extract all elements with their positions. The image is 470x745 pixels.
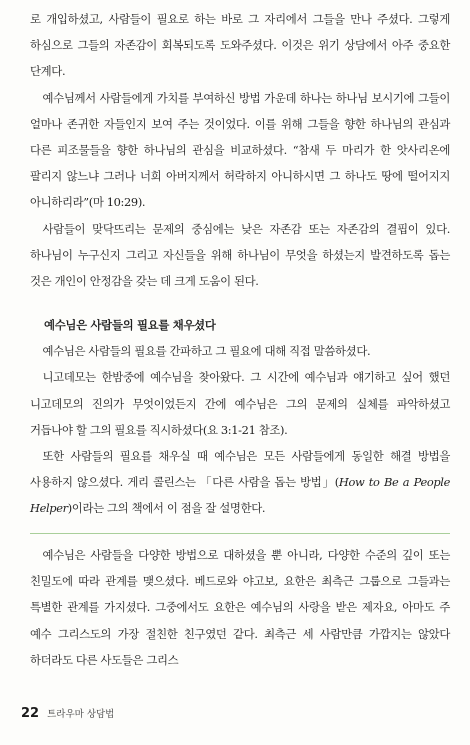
quote-paragraph: 예수님은 사람들을 다양한 방법으로 대하셨을 뿐 아니라, 다양한 수준의 깊이 또는 친밀도에 따라 관계를 맺으셨다. 베드로와 야고보, 요한은 최측근 그룹으로 그들과는 특별한 관계를 가지셨다. 그중에서도 요한은 예수님의 사랑을 받은 제자요, 아마도 주 예수 그리스도의 가장 절친한 친구였던 같다. 최측근 세 사람만큼 가깝지는 않았다 하더라도 다른 사도들은 그리스 <box>30 548 450 667</box>
rollins-text-before: 또한 사람들의 필요를 채우실 때 예수님은 모든 사람들에게 동일한 해결 방법을 사용하지 않으셨다. 게리 콜린스는 「다른 사람을 돕는 방법」( <box>30 449 450 490</box>
paragraph-value: 예수님께서 사람들에게 가치를 부여하신 방법 가운데 하나는 하나님 보시기에 그들이 얼마나 존귀한 자들인지 보여 주는 것이었다. 이를 위해 그들을 향한 하나님의 관심과 다른 피조물들을 향한 하나님의 관심을 비교하셨다. “참새 두 마리가 한 앗사리온에 팔리지 않느냐 그러나 너희 아버지께서 허락하지 아니하시면 그 하나도 땅에 떨어지지 아니하리라”(마 10:29). <box>30 90 450 210</box>
running-title: 트라우마 상담법 <box>47 709 115 720</box>
page-footer <box>21 706 114 721</box>
paragraph-rollins <box>30 443 450 522</box>
page-number: 22 <box>21 706 40 721</box>
rollins-text-after: )이라는 그의 책에서 이 점을 잘 설명한다. <box>67 501 266 516</box>
paragraph-nicodemus: 니고데모는 한밤중에 예수님을 찾아왔다. 그 시간에 예수님과 얘기하고 싶어 했던 니고데모의 진의가 무엇이었든지 간에 예수님은 그의 문제의 실체를 파악하셨고 거듭나야 할 그의 필요를 직시하셨다(요 3:1-21 참조). <box>30 370 450 437</box>
paragraph-self-esteem: 사람들이 맞닥뜨리는 문제의 중심에는 낮은 자존감 또는 자존감의 결핍이 있다. 하나님이 누구신지 그리고 자신들을 위해 하나님이 무엇을 하셨는지 발견하도록 돕는 것은 개인이 안정감을 갖는 데 크게 도움이 된다. <box>30 221 450 289</box>
section-heading: 예수님은 사람들의 필요를 채우셨다 <box>44 318 216 333</box>
book-title-italic: How to Be a People Helper <box>30 475 450 516</box>
paragraph-intervention: 로 개입하셨고, 사람들이 필요로 하는 바로 그 자리에서 그들을 만나 주셨다. 그렇게 하심으로 그들의 자존감이 회복되도록 도와주셨다. 이것은 위기 상담에서 아주 중요한 단계다. <box>30 12 450 79</box>
quote-box <box>30 533 450 673</box>
main-text <box>30 6 450 522</box>
paragraph-needs: 예수님은 사람들의 필요를 간파하고 그 필요에 대해 직접 말씀하셨다. <box>42 344 371 359</box>
